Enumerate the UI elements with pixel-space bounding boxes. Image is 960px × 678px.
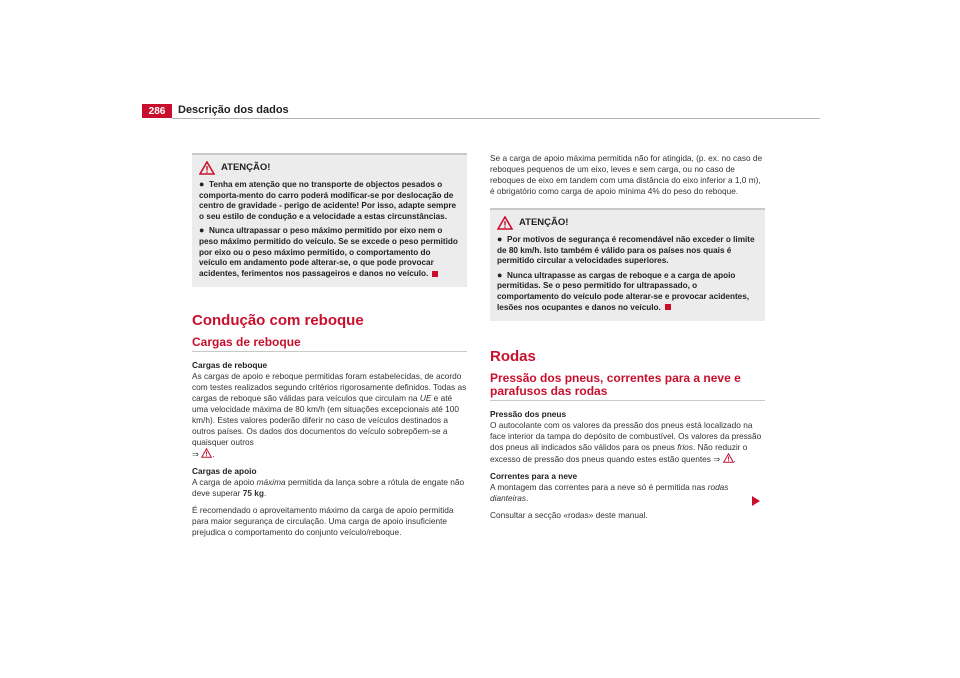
running-header: Descrição dos dados [178, 104, 289, 116]
warning-item [199, 225, 460, 279]
block-title: Correntes para a neve [490, 471, 578, 482]
warning-item [497, 234, 758, 267]
bullet-icon: ● [497, 269, 503, 280]
section-heading: Cargas de reboque [192, 336, 467, 352]
cross-reference-arrow: ⇒ [713, 454, 721, 465]
warning-title [199, 159, 460, 177]
bullet-icon: ● [497, 234, 503, 244]
warning-item-text: Tenha em atenção que no transporte de objectos pesados o comporta-mento do carro poderá modificar-se por deslocação de centro de gravidade - perigo de acidente! Por isso, adapte sempre o seu estilo de condução e a velocidade a estas circunstâncias. [199, 180, 457, 221]
warning-box-right [490, 208, 765, 321]
chapter-heading: Condução com reboque [192, 312, 364, 330]
warning-title-text: ATENÇÃO! [221, 161, 271, 173]
paragraph: Se a carga de apoio máxima permitida não for atingida, (p. ex. no caso de reboques pequenos de um eixo, leves e sem carga, ou no caso de reboques de eixo em tandem com uma distância do eixo inferior a 1,0 m), é obrigatório como carga de apoio mínima 4% do peso do reboque. [490, 153, 763, 196]
paragraph: É recomendado o aproveitamento máximo da carga de apoio permitida para maior segurança de circulação. Uma carga de apoio insuficiente prejudica o comportamento do conjunto veículo/reboque. [192, 505, 454, 538]
bullet-icon: ● [199, 179, 205, 189]
block-title: Cargas de apoio [192, 466, 257, 477]
warning-triangle-icon [199, 161, 215, 175]
bullet-icon: ● [199, 225, 205, 236]
left-column [192, 153, 467, 538]
warning-item-text: Por motivos de segurança é recomendável não exceder o limite de 80 km/h. Isto também é válido para os países nos quais é permitido circular a velocidades superiores. [497, 235, 755, 266]
section-end-icon [665, 304, 671, 310]
warning-item-text: Nunca ultrapasse as cargas de reboque e a carga de apoio permitidas. Se o peso permitido for ultrapassado, o comportamento do veículo pode alterar-se e provocar acidentes, lesões nos ocupantes e danos no veículo. [497, 270, 750, 312]
section-end-icon [432, 271, 438, 277]
warning-box-left [192, 153, 467, 287]
text-run: A carga de apoio [192, 477, 257, 488]
warning-triangle-icon [497, 216, 513, 230]
text-run: As cargas de apoio e reboque permitidas foram estabelecidas, de acordo com testes realizados segundo critérios rigorosamente definidos. Todas as cargas de reboque são válidas para veículos que circulam na [192, 371, 467, 404]
text-emphasis: máxima [256, 477, 286, 488]
paragraph [490, 482, 765, 504]
warning-item [199, 179, 460, 222]
text-run: . [525, 493, 529, 504]
warning-item [497, 270, 758, 313]
paragraph: As cargas de apoio e reboque permitidas foram estabelecidas, de acordo com testes realizados segundo critérios rigorosamente definidos. Todas as cargas de reboque são válidas para veículos que circulam na UE e até uma velocidade máxima de 80 km/h (em situações excepcionais até 100 km/h). Estes valores poderão diferir no caso de veículos destinados a outros países. Os dados dos documentos do veículo sobrepõem-se a quaisquer outros ⇒ . [192, 371, 467, 460]
text-run: A montagem das correntes para a neve só é permitida nas [490, 482, 708, 493]
continue-arrow-icon [752, 496, 760, 506]
text-run: permitida da lança sobre a rótula de engate não deve superar [192, 477, 465, 499]
warning-triangle-icon[interactable] [201, 448, 212, 458]
text-run: O autocolante com os valores da pressão dos pneus está localizado na face interior da tampa do depósito de combustível. Os valores da pressão dos pneus ali indicados são válidos para os pneus [490, 420, 762, 453]
cross-reference-arrow: ⇒ [192, 449, 199, 460]
warning-item-text: Nunca ultrapassar o peso máximo permitido por eixo nem o peso máximo permitido do veículo. Se se excede o peso permitido por eixo ou o peso máximo permitido, o comportamento do veículo em andamento pode alterar-se, o que pode provocar acidentes, ferimentos nos passageiros e danos no veículo. [199, 226, 458, 278]
paragraph [192, 477, 467, 499]
paragraph: O autocolante com os valores da pressão dos pneus está localizado na face interior da tampa do depósito de combustível. Os valores da pressão dos pneus ali indicados são válidos para os pneus frios. Não reduzir o excesso de pressão dos pneus quando estes estão quentes ⇒ . [490, 420, 762, 465]
right-column [490, 153, 765, 521]
paragraph: Consultar a secção «rodas» deste manual. [490, 510, 648, 521]
warning-title [497, 214, 758, 232]
text-run: . [263, 488, 267, 499]
block-title: Cargas de reboque [192, 360, 268, 371]
text-emphasis: UE [419, 393, 432, 404]
warning-triangle-icon[interactable] [723, 453, 734, 463]
block-title: Pressão dos pneus [490, 409, 567, 420]
text-emphasis: frios [677, 442, 693, 453]
section-heading: Pressão dos pneus, correntes para a neve e parafusos das rodas [490, 372, 765, 401]
warning-title-text: ATENÇÃO! [519, 216, 569, 228]
header-rule [172, 118, 820, 119]
page-number: 286 [142, 104, 172, 118]
text-run: . Não reduzir o excesso de pressão dos pneus quando estes estão quentes [490, 442, 748, 465]
chapter-heading: Rodas [490, 348, 536, 366]
text-emphasis: rodas dianteiras [490, 482, 729, 504]
text-strong: 75 kg [242, 488, 264, 499]
text-run: e até uma velocidade máxima de 80 km/h (em situações excepcionais até 100 km/h). Estes valores poderão diferir no caso de veículos destinados a outros países. Os dados dos documentos do veículo sobrepõem-se a quaisquer outros [192, 393, 460, 448]
